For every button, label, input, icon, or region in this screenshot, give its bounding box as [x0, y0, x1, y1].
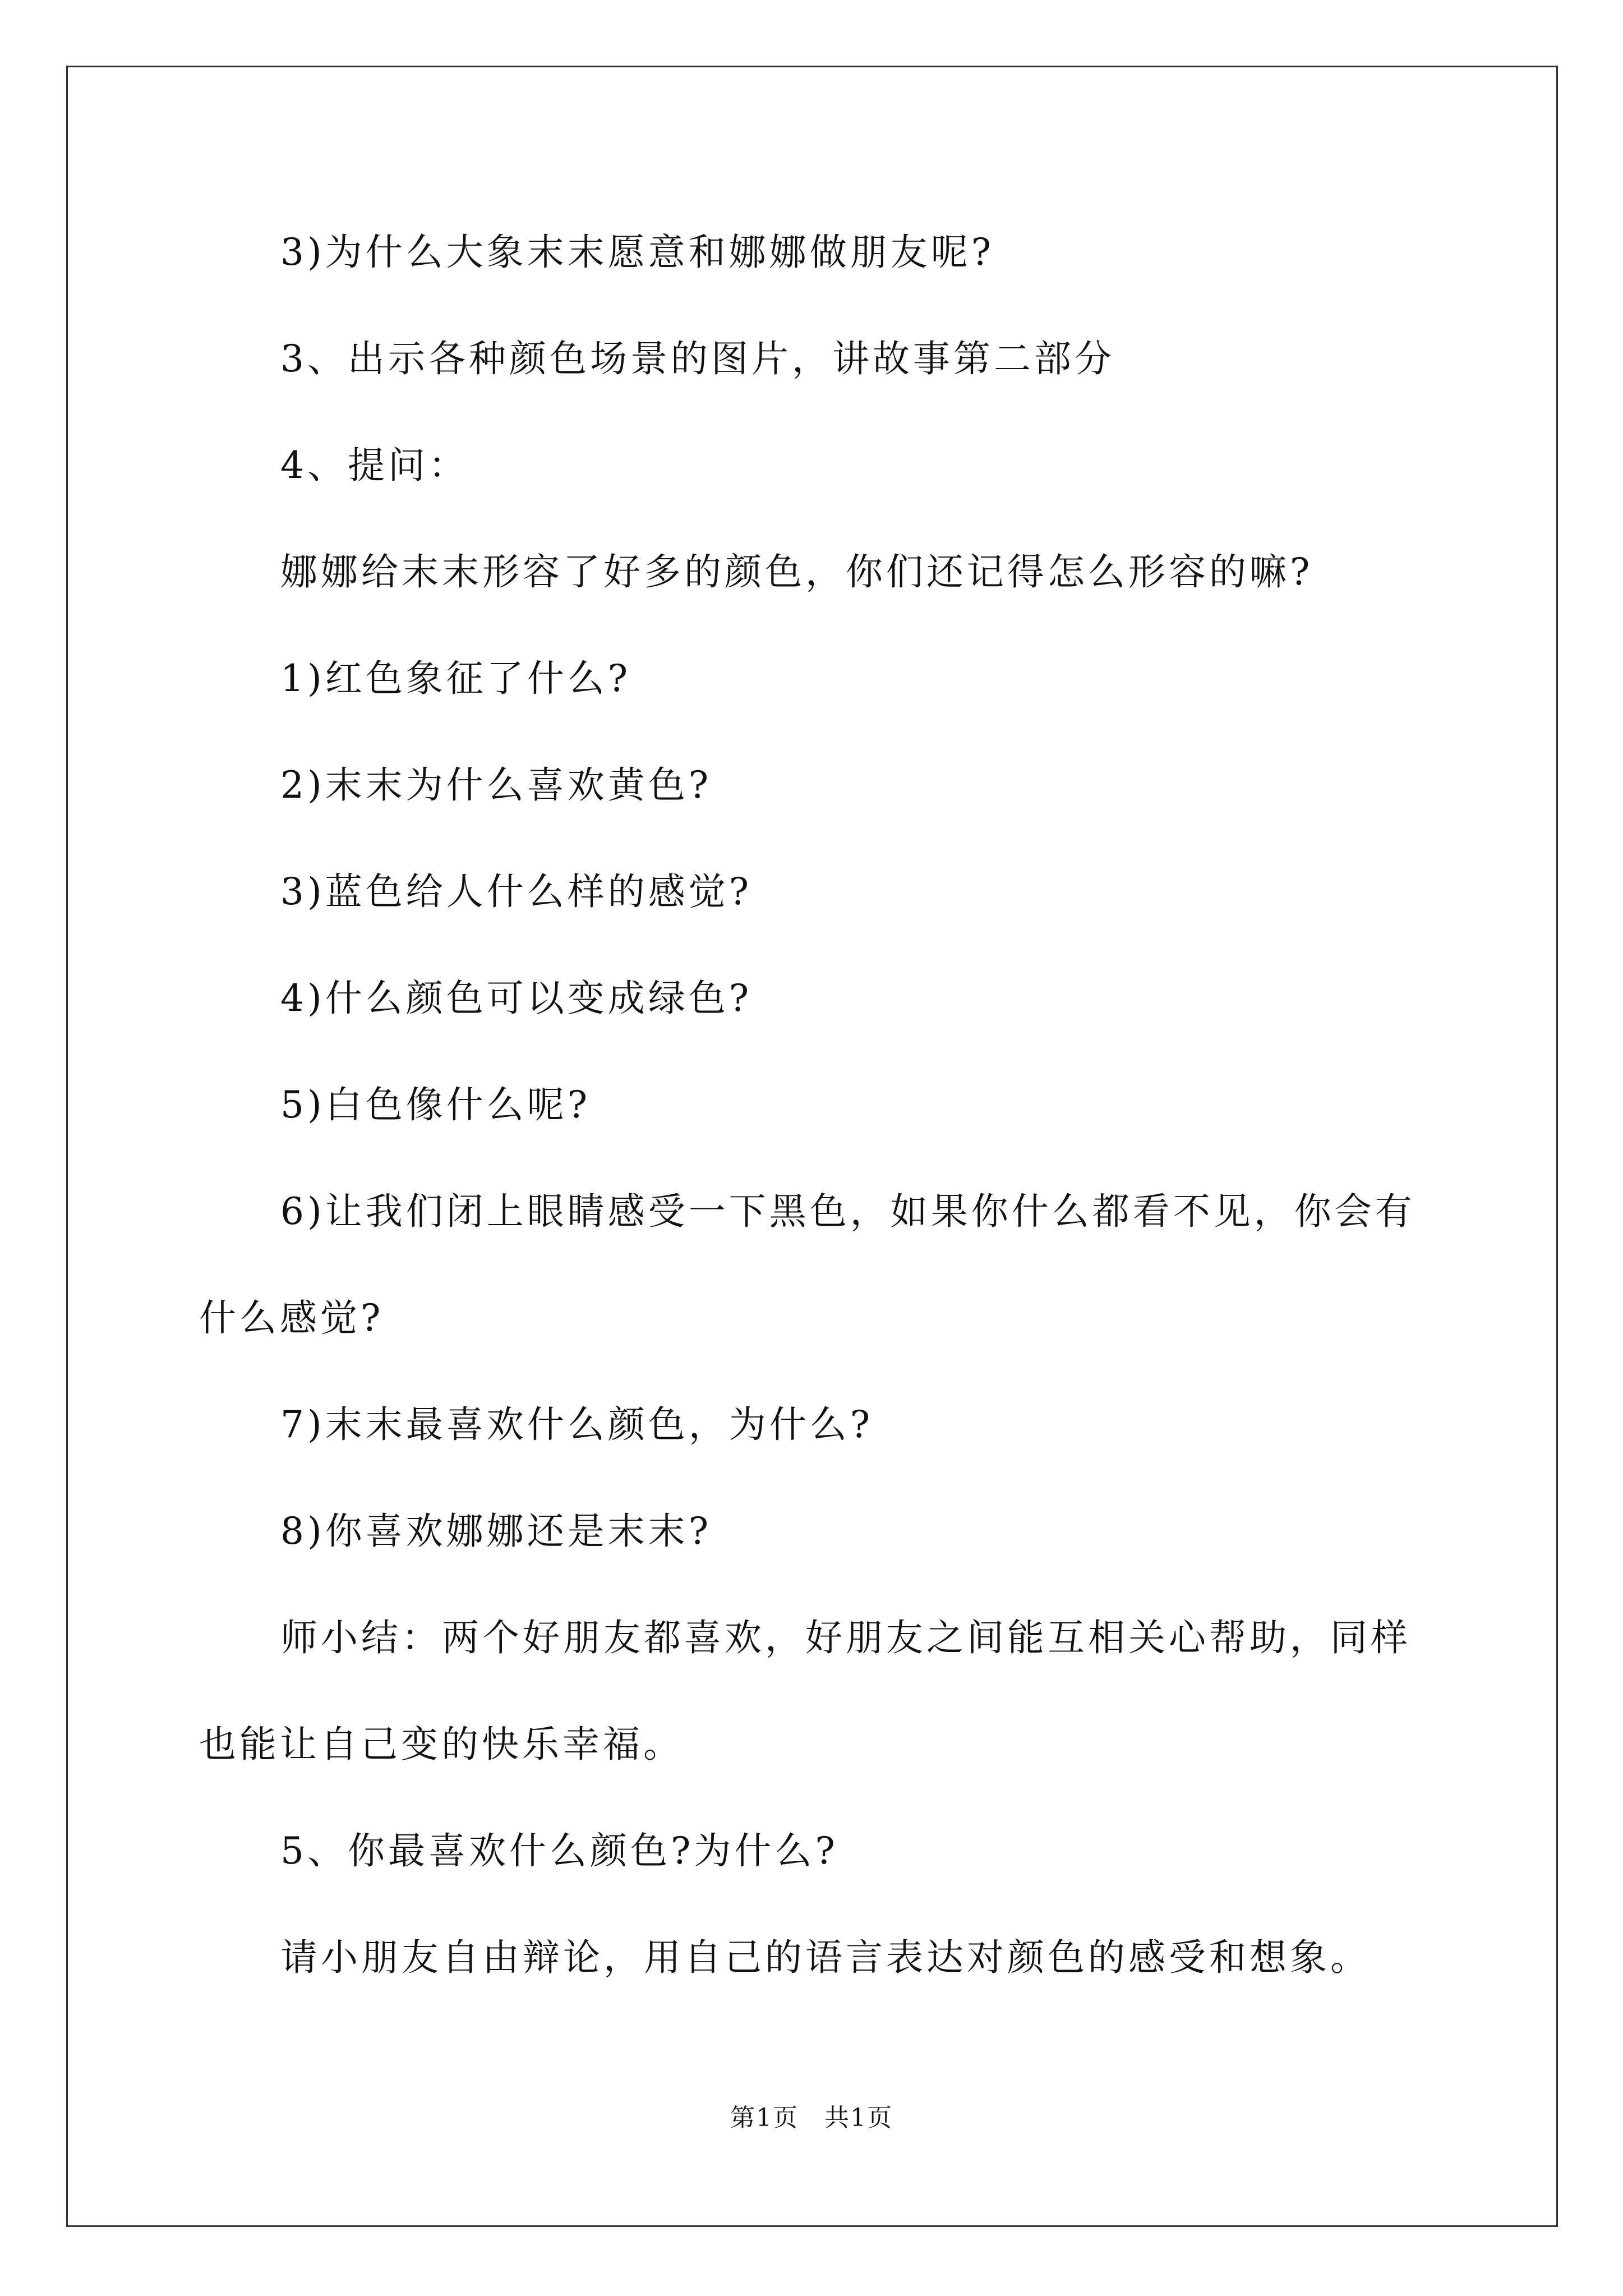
text-line: 7)末末最喜欢什么颜色，为什么?: [280, 1403, 874, 1446]
page-border: [66, 66, 1558, 2227]
text-line: 也能让自己变的快乐幸福。: [199, 1723, 684, 1766]
text-line: 请小朋友自由辩论，用自己的语言表达对颜色的感受和想象。: [280, 1936, 1371, 1979]
text-line: 什么感觉?: [199, 1296, 384, 1340]
page-footer: 第1页 共1页: [730, 2104, 893, 2132]
text-line: 5)白色像什么呢?: [280, 1083, 591, 1126]
text-line: 3、出示各种颜色场景的图片，讲故事第二部分: [280, 337, 1115, 380]
text-line: 4、提问：: [280, 444, 469, 487]
text-line: 5、你最喜欢什么颜色?为什么?: [280, 1829, 838, 1872]
text-line: 2)末末为什么喜欢黄色?: [280, 763, 712, 807]
text-line: 6)让我们闭上眼睛感受一下黑色，如果你什么都看不见，你会有: [280, 1190, 1415, 1233]
text-line: 娜娜给末末形容了好多的颜色，你们还记得怎么形容的嘛?: [280, 550, 1313, 593]
text-line: 8)你喜欢娜娜还是末末?: [280, 1510, 712, 1553]
text-line: 4)什么颜色可以变成绿色?: [280, 977, 753, 1020]
text-line: 1)红色象征了什么?: [280, 657, 631, 700]
text-line: 师小结：两个好朋友都喜欢，好朋友之间能互相关心帮助，同样: [280, 1616, 1411, 1659]
text-line: 3)为什么大象末末愿意和娜娜做朋友呢?: [280, 231, 995, 274]
text-line: 3)蓝色给人什么样的感觉?: [280, 870, 753, 913]
